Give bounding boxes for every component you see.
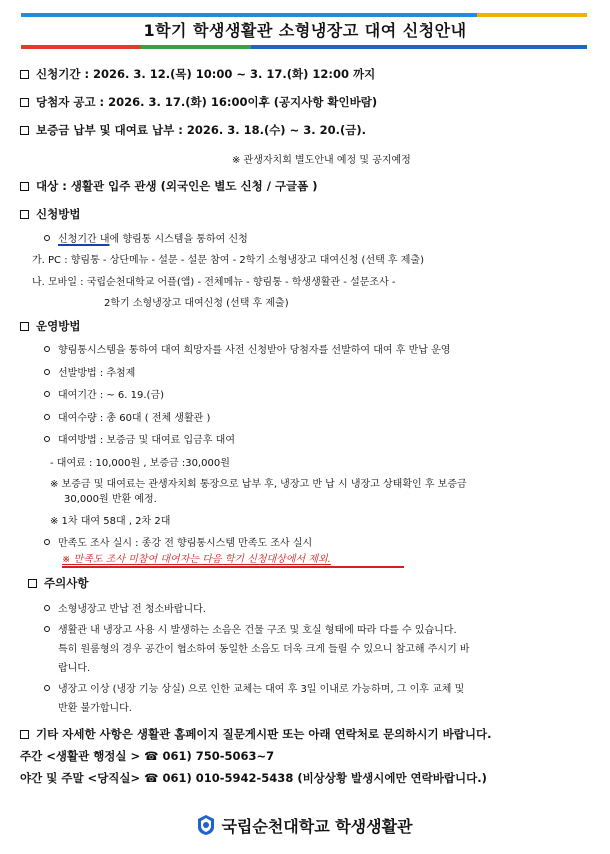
checkbox-square-icon	[20, 182, 29, 191]
checkbox-square-icon	[20, 98, 29, 107]
checkbox-square-icon	[20, 210, 29, 219]
university-emblem-icon	[197, 814, 215, 840]
red-underline	[62, 566, 404, 568]
checkbox-square-icon	[20, 322, 29, 331]
period-line: 신청기간 : 2026. 3. 12.(목) 10:00 ~ 3. 17.(화) 12:00 까지	[20, 66, 610, 82]
checkbox-square-icon	[20, 70, 29, 79]
bullet-circle-icon	[44, 436, 50, 442]
operation-item: 선발방법 : 추첨제	[44, 364, 610, 379]
deposit-note-1: ※ 보증금 및 대여료는 관생자치회 통장으로 납부 후, 냉장고 반 납 시 냉장고 상태확인 후 보증금	[50, 479, 467, 490]
caution-heading: 주의사항	[28, 575, 610, 591]
footer-name: 국립순천대학교 학생생활관	[221, 817, 413, 836]
bullet-circle-icon	[44, 626, 50, 632]
survey-line: 만족도 조사 실시 : 종강 전 향림통시스템 만족도 조사 실시	[44, 534, 610, 549]
operation-item: 대여수량 : 총 60대 ( 전체 생활관 )	[44, 409, 610, 424]
deposit-note-2: 30,000원 반환 예정.	[64, 494, 157, 505]
target-line: 대상 : 생활관 입주 관생 (외국인은 별도 신청 / 구글폼 )	[20, 178, 610, 194]
apply-mobile-2: 2학기 소형냉장고 대여신청 (선택 후 제출)	[104, 298, 289, 309]
caution-item-cont: 특히 원룸형의 경우 공간이 협소하여 동일한 소음도 더욱 크게 들릴 수 있으니 참고해 주시기 바	[58, 644, 470, 655]
checkbox-square-icon	[20, 730, 29, 739]
night-contact: 야간 및 주말 <당직실> ☎ 061) 010-5942-5438 (비상상황 발생시에만 연락바랍니다.)	[20, 771, 487, 785]
bullet-circle-icon	[44, 685, 50, 691]
checkbox-square-icon	[28, 579, 37, 588]
rental-fee-line: - 대여료 : 10,000원 , 보증금 :30,000원	[50, 458, 230, 469]
bullet-circle-icon	[44, 391, 50, 397]
announcement-line: 당첨자 공고 : 2026. 3. 17.(화) 16:00이후 (공지사항 확인바람)	[20, 94, 610, 110]
round-count-note: ※ 1차 대여 58대 , 2차 2대	[50, 516, 171, 527]
page-title: 1학기 학생생활관 소형냉장고 대여 신청안내	[143, 21, 467, 40]
apply-bullet: 신청기간 내에 향림통 시스템을 통하여 신청	[44, 230, 610, 245]
weekday-contact: 주간 <생활관 행정실 > ☎ 061) 750-5063~7	[20, 749, 275, 763]
caution-item-cont: 반환 불가합니다.	[58, 703, 132, 714]
apply-pc: 가. PC : 향림통 - 상단메뉴 - 설문 - 설문 참여 - 2학기 소형냉장고 대여신청 (선택 후 제출)	[32, 255, 424, 266]
bullet-circle-icon	[44, 235, 50, 241]
survey-warning: ※ 만족도 조사 미참여 대여자는 다음 학기 신청대상에서 제외.	[62, 554, 331, 565]
contact-line: 기타 자세한 사항은 생활관 홈페이지 질문게시판 또는 아래 연락처로 문의하시기 바랍니다.	[20, 726, 610, 742]
bottom-color-stripe	[21, 45, 587, 49]
bullet-circle-icon	[44, 605, 50, 611]
operation-item: 대여방법 : 보증금 및 대여료 입금후 대여	[44, 431, 610, 446]
bullet-circle-icon	[44, 414, 50, 420]
apply-mobile-1: 나. 모바일 : 국립순천대학교 어플(앱) - 전체메뉴 - 향림통 - 학생생활관 - 설문조사 -	[32, 277, 396, 288]
caution-item: 소형냉장고 반납 전 청소바랍니다.	[44, 600, 610, 615]
caution-item: 냉장고 이상 (냉장 기능 상실) 으로 인한 교체는 대여 후 3일 이내로 가능하며, 그 이후 교체 및	[44, 680, 610, 695]
payment-line: 보증금 납부 및 대여료 납부 : 2026. 3. 18.(수) ~ 3. 20.(금).	[20, 122, 610, 138]
operation-heading: 운영방법	[20, 318, 610, 334]
apply-heading: 신청방법	[20, 206, 610, 222]
bullet-circle-icon	[44, 369, 50, 375]
bullet-circle-icon	[44, 539, 50, 545]
bullet-circle-icon	[44, 346, 50, 352]
top-color-stripe	[21, 13, 587, 17]
footer-logo	[0, 814, 610, 840]
caution-item-cont: 랍니다.	[58, 663, 91, 674]
council-note: ※ 관생자치회 별도안내 예정 및 공지예정	[232, 155, 411, 166]
operation-item: 향림통시스템을 통하여 대여 희망자를 사전 신청받아 당첨자를 선발하여 대여 후 반납 운영	[44, 341, 610, 356]
caution-item: 생활관 내 냉장고 사용 시 발생하는 소음은 건물 구조 및 호실 형태에 따라 다를 수 있습니다.	[44, 621, 610, 636]
checkbox-square-icon	[20, 126, 29, 135]
operation-item: 대여기간 : ~ 6. 19.(금)	[44, 386, 610, 401]
